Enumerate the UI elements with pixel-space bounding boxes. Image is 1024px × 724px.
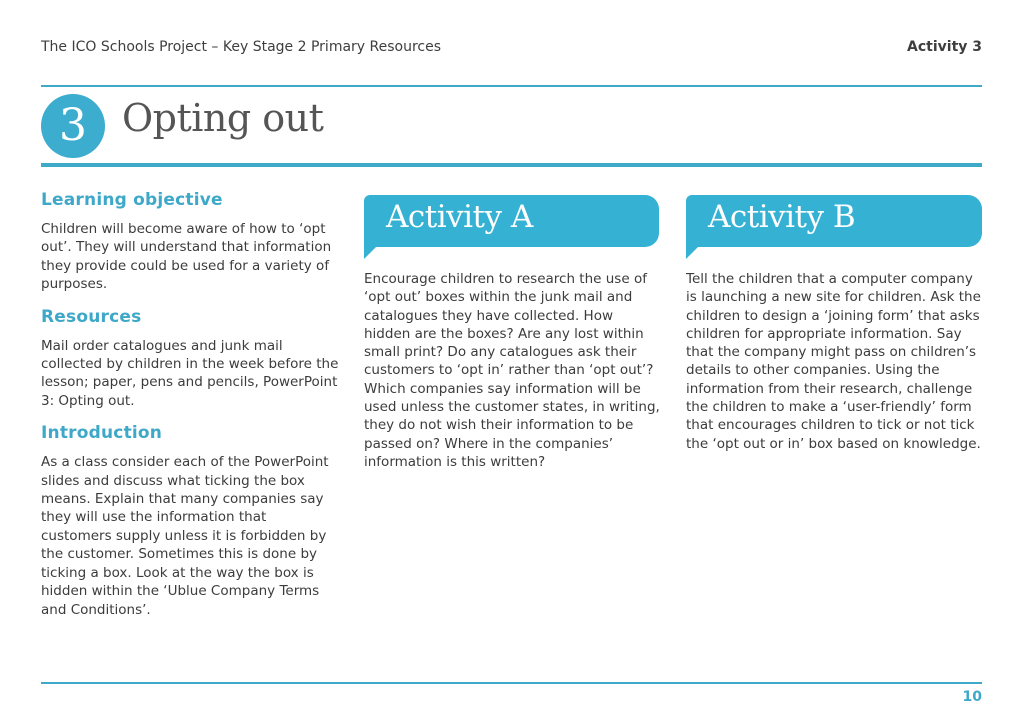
title-divider <box>41 163 982 167</box>
document-header-title: The ICO Schools Project – Key Stage 2 Primary Resources <box>41 39 442 55</box>
activity-a-banner <box>364 195 659 247</box>
footer-divider <box>41 682 982 684</box>
introduction-heading: Introduction <box>41 423 163 444</box>
header-divider <box>41 85 982 87</box>
left-column <box>41 190 341 632</box>
page-number: 10 <box>962 689 982 705</box>
activity-a-text: Encourage children to research the use of ‘opt out’ boxes within the junk mail and catalogues they have collected. How hidden are the boxes? Are any lost within small print? Do any catalogues ask their customers to ‘opt in’ rather than ‘opt out’? Which companies say information will be used unless the customer states, in writing, they do not wish their information to be passed on? Where in the companies’ information is this written? <box>364 271 660 470</box>
activity-b-banner <box>686 195 982 247</box>
introduction-text: As a class consider each of the PowerPoint slides and discuss what ticking the box means. Explain that many companies say they will use the information that customers supply unless it is forbidden by the customer. Sometimes this is done by ticking a box. Look at the way the box is hidden within the ‘Ublue Company Terms and Conditions’. <box>41 454 329 618</box>
learning-objective-text: Children will become aware of how to ‘opt out’. They will understand that information they provide could be used for a variety of purposes. <box>41 221 332 293</box>
activity-b-text: Tell the children that a computer company is launching a new site for children. Ask the children to design a ‘joining form’ that asks children for appropriate information. Say that the company might pass on children’s details to other companies. Using the information from their research, challenge the children to make a ‘user-friendly’ form that encourages children to tick or not tick the ‘opt out or in’ box based on knowledge. <box>686 271 981 452</box>
activity-number-badge: 3 <box>41 94 105 158</box>
resources-text: Mail order catalogues and junk mail collected by children in the week before the lesson; paper, pens and pencils, PowerPoint 3: Opting out. <box>41 337 339 409</box>
activity-indicator: Activity 3 <box>907 39 982 55</box>
resources-heading: Resources <box>41 306 142 327</box>
activity-b-label: Activity B <box>708 199 856 235</box>
activity-a-label: Activity A <box>386 199 533 235</box>
learning-objective-heading: Learning objective <box>41 190 223 210</box>
page-title: Opting out <box>122 96 324 140</box>
